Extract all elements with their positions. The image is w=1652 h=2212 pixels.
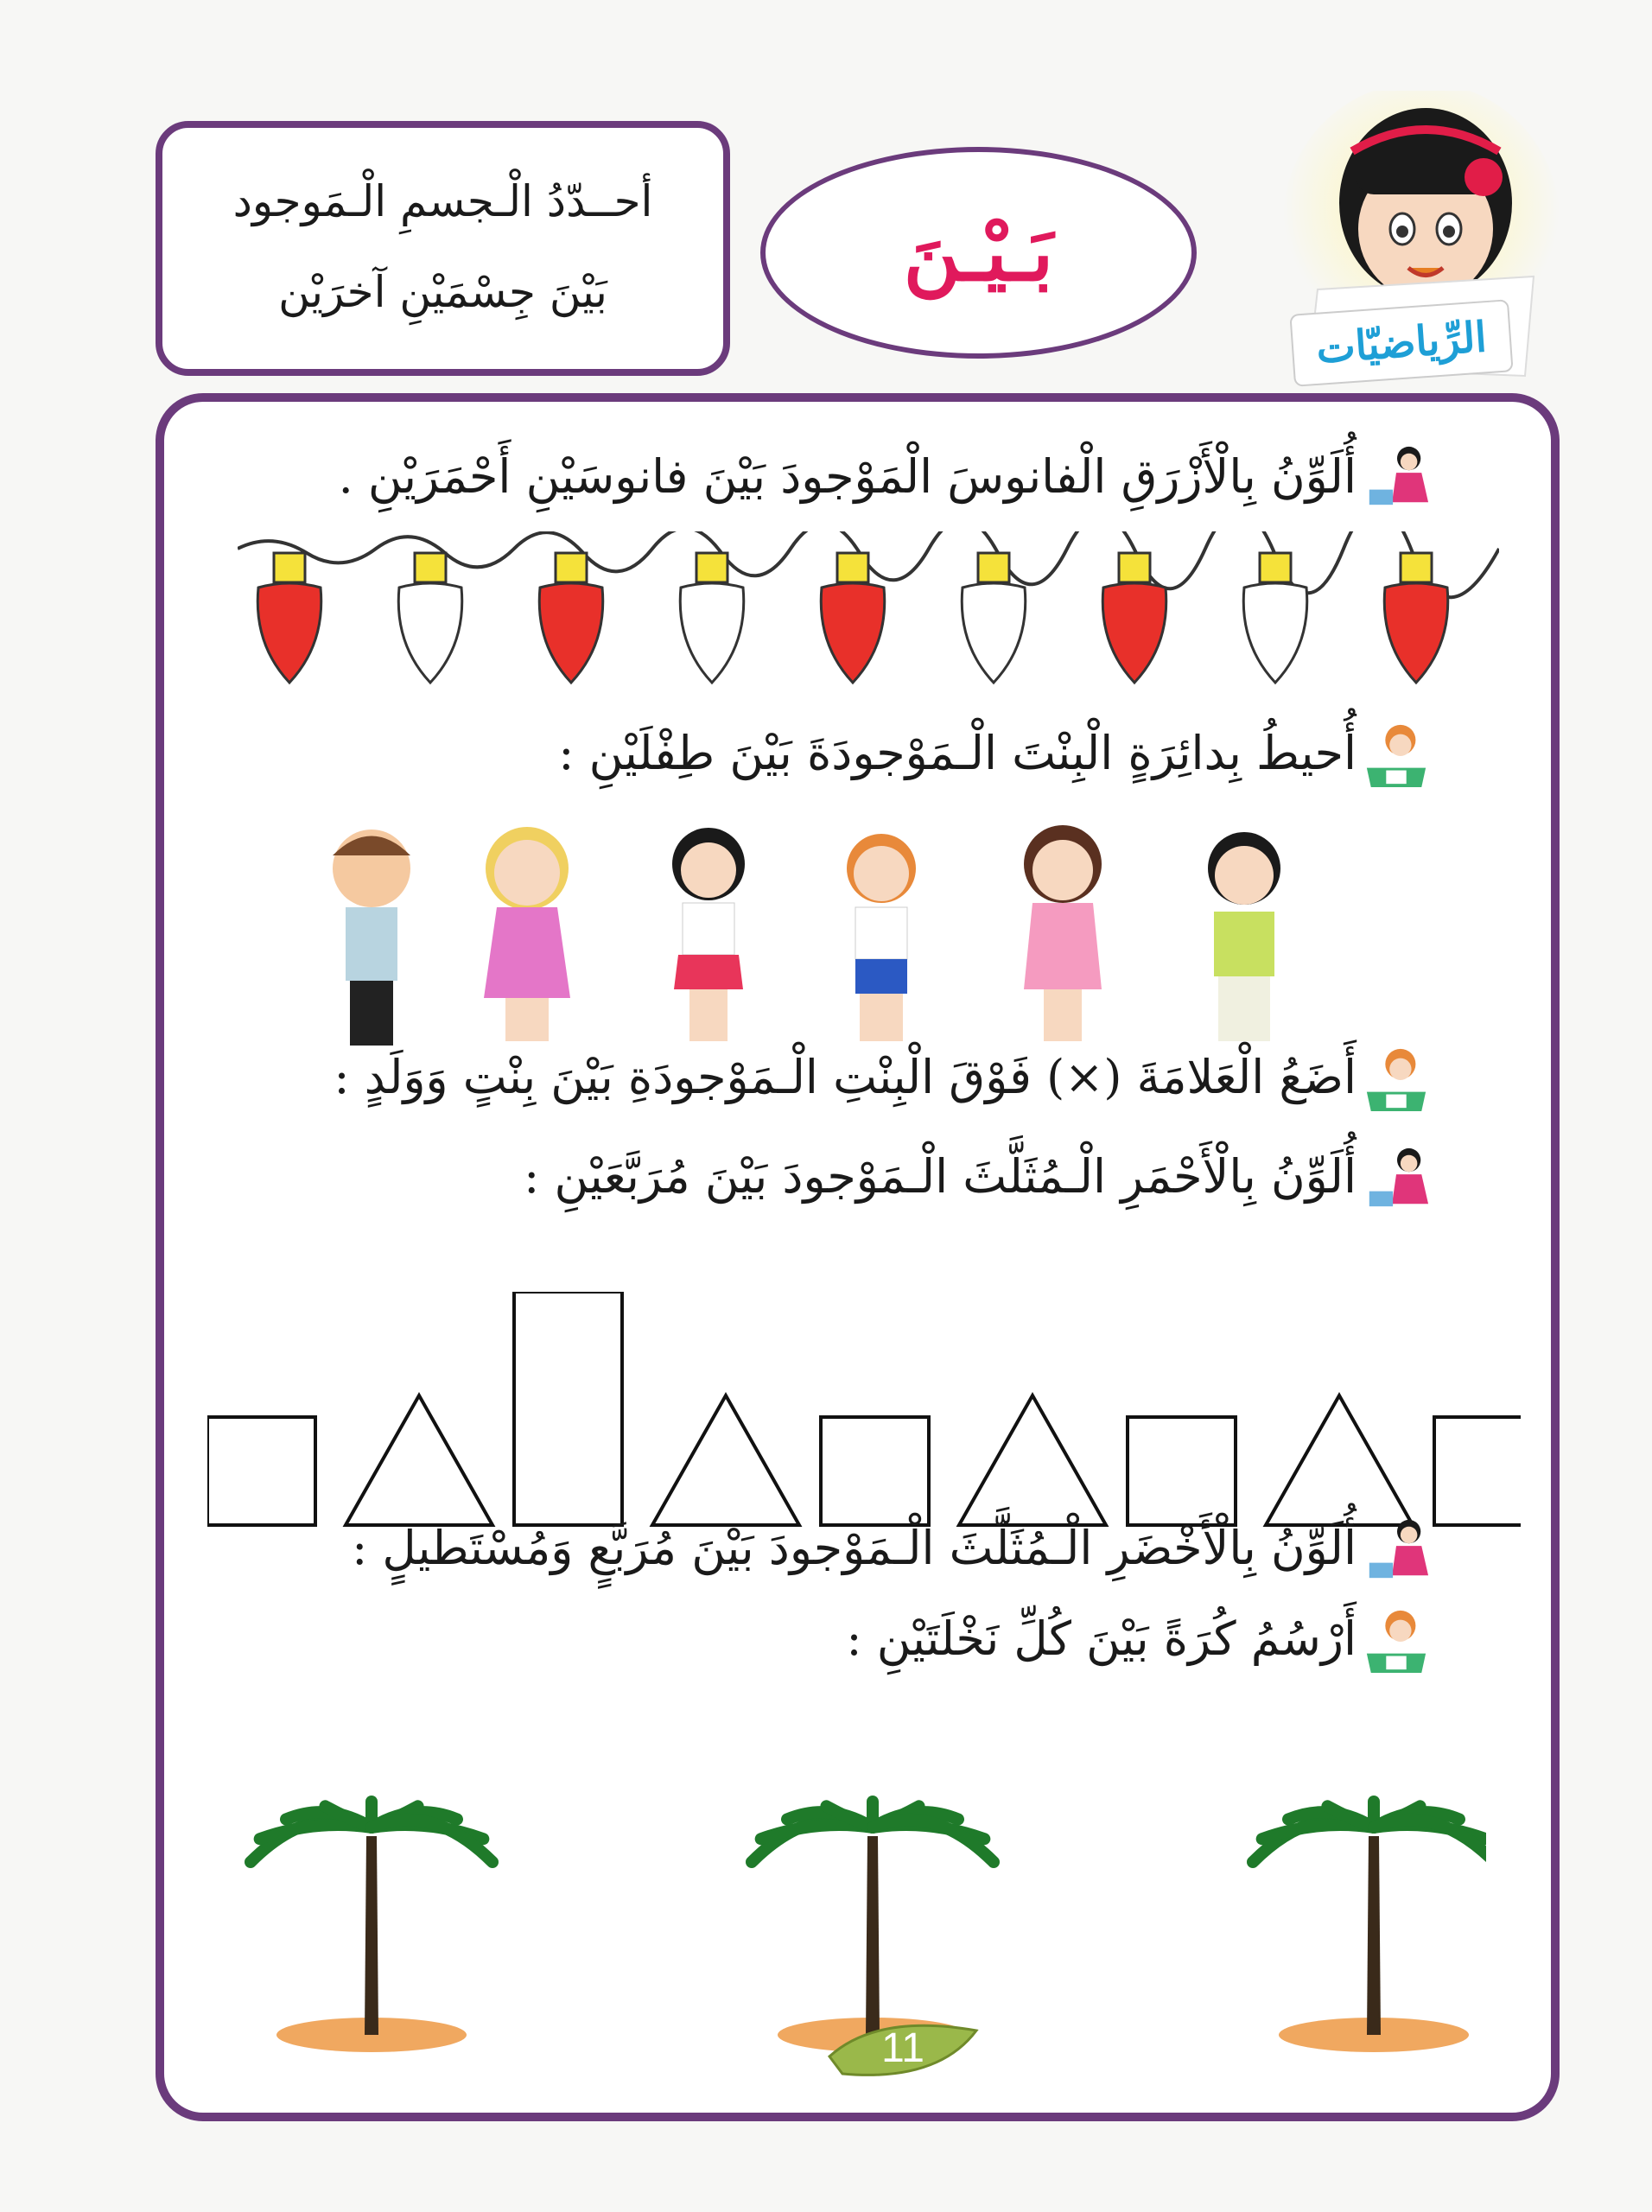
shape-triangle [346, 1395, 492, 1525]
lesson-title-oval [760, 147, 1197, 359]
subject-label: الرِّياضيّات [1289, 299, 1513, 387]
objective-box [156, 121, 730, 376]
exercise-5-text: أُلَوِّنُ بِالْأَخْضَرِ الْـمُثَلَّثَ الْـمَوْجودَ بَيْنَ مُرَبَّعٍ وَمُسْتَطيلٍ : [352, 1521, 1357, 1575]
writing-boy-icon [1363, 721, 1430, 789]
shape-square [821, 1417, 929, 1525]
child-boy-2 [847, 834, 916, 1041]
lantern-white [1243, 553, 1307, 683]
child-boy-3 [1208, 832, 1280, 1041]
lanterns-row [238, 531, 1499, 704]
page-number: 11 [881, 2025, 924, 2071]
shape-triangle [652, 1395, 799, 1525]
exercise-6-text: أَرْسُمُ كُرَةً بَيْنَ كُلِّ نَخْلَتَيْنِ : [846, 1611, 1357, 1666]
child-girl-2 [672, 828, 745, 1041]
child-boy-1 [333, 830, 410, 1046]
shape-square [1434, 1417, 1521, 1525]
lantern-red [257, 553, 321, 683]
shape-square [207, 1417, 315, 1525]
children-row [285, 817, 1529, 1058]
painting-girl-icon [1363, 1516, 1430, 1584]
painting-girl-icon [1363, 443, 1430, 511]
objective-line-2: بَيْنَ جِسْمَيْنِ آخرَيْن [278, 267, 607, 317]
lantern-red [539, 553, 603, 683]
exercise-3-text: أَضَعُ الْعَلامَةَ (×) فَوْقَ الْبِنْتِ الْـمَوْجودَةِ بَيْنَ بِنْتٍ وَوَلَدٍ : [334, 1050, 1357, 1104]
exercise-1-text: أُلَوِّنُ بِالْأَزْرَقِ الْفانوسَ الْمَوْجودَ بَيْنَ فانوسَيْنِ أَحْمَرَيْنِ . [338, 449, 1357, 504]
shape-rectangle [514, 1292, 622, 1525]
palm-tree [251, 1802, 492, 2052]
objective-line-1: أحــدّدُ الْـجسمِ الْـمَوجود [232, 176, 653, 226]
lantern-white [962, 553, 1026, 683]
exercise-frame [156, 393, 1560, 2121]
shape-square [1128, 1417, 1236, 1525]
exercise-2-text: أُحيطُ بِدائِرَةٍ الْبِنْتَ الْـمَوْجودَةَ بَيْنَ طِفْلَيْنِ : [558, 726, 1357, 780]
page-number-leaf [825, 2009, 981, 2087]
exercise-4-text: أُلَوِّنُ بِالْأَحْمَرِ الْـمُثَلَّثَ الْـمَوْجودَ بَيْنَ مُرَبَّعَيْنِ : [524, 1149, 1357, 1204]
palm-tree [1253, 1802, 1486, 2052]
writing-boy-icon [1363, 1046, 1430, 1113]
shape-triangle [959, 1395, 1106, 1525]
lantern-red [1102, 553, 1166, 683]
lesson-title: بَـيْـنَ [903, 207, 1054, 299]
lantern-red [1384, 553, 1448, 683]
shapes-row [207, 1292, 1521, 1560]
writing-boy-icon [1363, 1607, 1430, 1675]
lantern-white [680, 553, 744, 683]
shape-triangle [1266, 1395, 1413, 1525]
lantern-white [398, 553, 462, 683]
child-girl-1 [484, 827, 570, 1041]
painting-girl-icon [1363, 1145, 1430, 1212]
child-girl-3 [1024, 825, 1102, 1041]
